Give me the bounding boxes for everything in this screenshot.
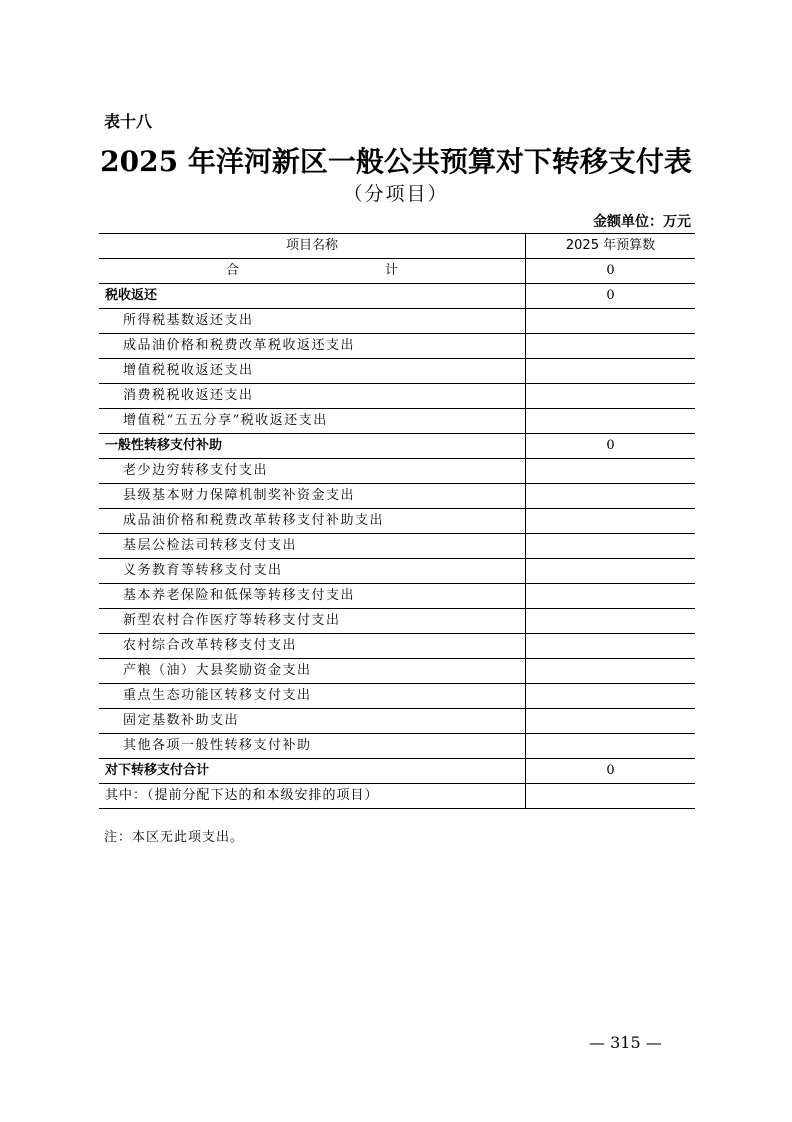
row-item-name: 合 计 xyxy=(99,259,526,284)
row-item-name: 固定基数补助支出 xyxy=(99,709,526,734)
row-item-value xyxy=(526,634,696,659)
row-item-value xyxy=(526,709,696,734)
row-item-name: 成品油价格和税费改革转移支付补助支出 xyxy=(99,509,526,534)
row-item-name: 重点生态功能区转移支付支出 xyxy=(99,684,526,709)
table-row xyxy=(99,334,695,359)
page-number: — 315 — xyxy=(589,1033,662,1052)
row-item-name: 产粮（油）大县奖励资金支出 xyxy=(99,659,526,684)
page-title: 2025 年洋河新区一般公共预算对下转移支付表 xyxy=(100,145,692,178)
row-item-value xyxy=(526,384,696,409)
row-item-name: 对下转移支付合计 xyxy=(99,759,526,784)
table-number: 表十八 xyxy=(104,112,153,131)
row-item-value xyxy=(526,509,696,534)
row-item-name: 税收返还 xyxy=(99,284,526,309)
footnote: 注：本区无此项支出。 xyxy=(104,830,245,845)
row-item-name: 增值税税收返还支出 xyxy=(99,359,526,384)
row-item-value xyxy=(526,784,696,809)
row-item-name: 增值税“五五分享”税收返还支出 xyxy=(99,409,526,434)
row-item-name: 老少边穷转移支付支出 xyxy=(99,459,526,484)
table-row xyxy=(99,384,695,409)
row-item-name: 其中：（提前分配下达的和本级安排的项目） xyxy=(99,784,526,809)
page-subtitle: （分项目） xyxy=(343,183,449,205)
row-item-value xyxy=(526,584,696,609)
row-item-name: 义务教育等转移支付支出 xyxy=(99,559,526,584)
column-header-name: 项目名称 xyxy=(99,234,526,259)
row-item-value xyxy=(526,684,696,709)
row-item-name: 基本养老保险和低保等转移支付支出 xyxy=(99,584,526,609)
row-item-value xyxy=(526,734,696,759)
table-row xyxy=(99,759,695,784)
table-row xyxy=(99,709,695,734)
row-item-value: 0 xyxy=(526,759,696,784)
row-item-name: 县级基本财力保障机制奖补资金支出 xyxy=(99,484,526,509)
budget-table xyxy=(99,233,695,809)
table-row xyxy=(99,684,695,709)
table-row xyxy=(99,634,695,659)
row-item-value xyxy=(526,334,696,359)
row-item-value xyxy=(526,659,696,684)
row-item-value xyxy=(526,309,696,334)
row-item-name: 其他各项一般性转移支付补助 xyxy=(99,734,526,759)
row-item-name: 消费税税收返还支出 xyxy=(99,384,526,409)
row-item-value xyxy=(526,484,696,509)
row-item-value xyxy=(526,534,696,559)
row-item-name: 农村综合改革转移支付支出 xyxy=(99,634,526,659)
table-header-row xyxy=(99,234,695,259)
table-row xyxy=(99,609,695,634)
table-row xyxy=(99,734,695,759)
table-row xyxy=(99,259,695,284)
table-row xyxy=(99,484,695,509)
table-row xyxy=(99,409,695,434)
table-row xyxy=(99,534,695,559)
table-row xyxy=(99,584,695,609)
row-item-value: 0 xyxy=(526,284,696,309)
row-item-value: 0 xyxy=(526,259,696,284)
table-row xyxy=(99,659,695,684)
table-row xyxy=(99,284,695,309)
column-header-value: 2025 年预算数 xyxy=(526,234,696,259)
table-row xyxy=(99,784,695,809)
unit-label: 金额单位：万元 xyxy=(593,214,691,230)
row-item-value: 0 xyxy=(526,434,696,459)
table-row xyxy=(99,559,695,584)
row-item-name: 所得税基数返还支出 xyxy=(99,309,526,334)
table-row xyxy=(99,309,695,334)
row-item-name: 新型农村合作医疗等转移支付支出 xyxy=(99,609,526,634)
row-item-name: 基层公检法司转移支付支出 xyxy=(99,534,526,559)
table-row xyxy=(99,359,695,384)
table-row xyxy=(99,459,695,484)
row-item-name: 一般性转移支付补助 xyxy=(99,434,526,459)
table-row xyxy=(99,434,695,459)
row-item-value xyxy=(526,559,696,584)
row-item-name: 成品油价格和税费改革税收返还支出 xyxy=(99,334,526,359)
row-item-value xyxy=(526,459,696,484)
row-item-value xyxy=(526,609,696,634)
row-item-value xyxy=(526,359,696,384)
row-item-value xyxy=(526,409,696,434)
table-row xyxy=(99,509,695,534)
